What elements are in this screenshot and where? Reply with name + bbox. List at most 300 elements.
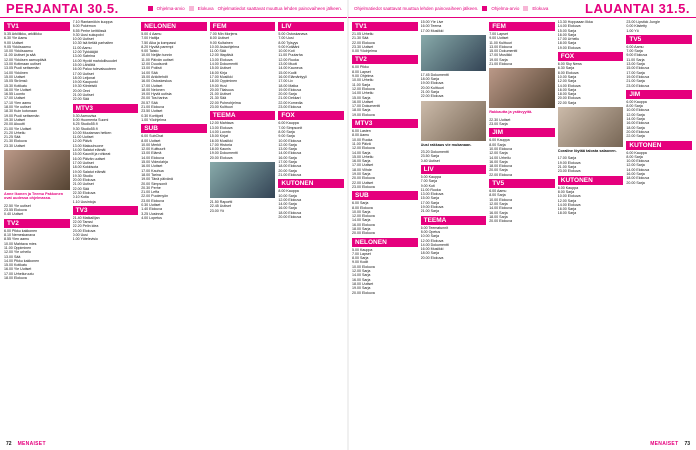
program-entry: 20.00 Elokuva [278, 214, 302, 219]
program-entry: 16.00 Elämäntyyli [278, 74, 307, 79]
program-entry: 10.00 Sarja [557, 74, 577, 79]
program-entry: 17.00 Musiikki [489, 53, 512, 58]
program-entry: 11.00 Sää [209, 49, 226, 54]
program-entry: 10.00 Elokuva [626, 108, 650, 113]
program-list [210, 200, 276, 213]
program-list [73, 20, 139, 80]
program-list [278, 121, 344, 177]
program-entry: 17.00 Musiikki [420, 28, 444, 33]
program-entry: 17.00 Sarja [626, 70, 645, 75]
program-entry: 8.20 Hyvää parempi [141, 44, 174, 49]
program-entry: 23.00 Lipstick Jungle [626, 20, 660, 24]
legend-note: Ohjelmatiedot saattavat muuttua lehden painovaiheen jälkeen. [217, 6, 342, 11]
left-legend [148, 6, 342, 11]
program-entry: 19.00 Sarja [352, 172, 371, 177]
advertisement-image [210, 162, 276, 198]
program-entry: 16.00 Musiikki [209, 138, 233, 143]
program-entry: 16.55 Luonto [4, 92, 25, 97]
program-entry: 17.00 Liv [278, 79, 293, 84]
program-list [489, 189, 555, 223]
program-entry: 16.00 Sarja [489, 210, 508, 215]
program-entry: 19.00 Dokumentti [209, 151, 238, 156]
program-entry: 8.00 Tylsyys [278, 40, 299, 45]
program-entry: 17.00 Uutiset [72, 71, 94, 76]
program-entry: 11.00 Päivä [352, 141, 371, 146]
program-entry: 8.55 Perhe keittiössä [72, 28, 107, 33]
program-entry: 16.00 Paluu tulevaisuuteen [72, 67, 116, 72]
program-entry: 12.00 Mahtava [209, 121, 234, 126]
program-entry: 14.00 Luonto [209, 129, 231, 134]
program-entry: 15.00 Sarja [420, 196, 439, 201]
program-entry: 20.00 Onni [72, 88, 91, 93]
program-entry: 14.00 Urheilu [352, 91, 374, 96]
advertisement-image [421, 35, 487, 71]
program-entry: 9.00 Sarja [278, 134, 295, 139]
program-entry: 16.00 Sarja [557, 32, 577, 37]
program-entry: 19.00 Elokuva [557, 45, 581, 50]
program-entry: 6.00 Kauppa [626, 150, 647, 155]
program-list [558, 62, 624, 105]
program-entry: 16.00 Sarja [278, 155, 297, 160]
program-entry: 15.00 Kauniit ja rohkeat [72, 152, 111, 157]
program-list [489, 32, 555, 66]
program-entry: 13.00 Sää [4, 254, 21, 259]
program-entry: 8.00 Elokuva [352, 205, 373, 210]
program-entry: 7.10 Rantamökin kuoppa [72, 20, 113, 24]
program-entry: 19.00 Elokuva [352, 112, 375, 117]
program-entry: 22.45 Uutiset [209, 204, 231, 209]
program-entry: 22.00 Elokuva [352, 40, 375, 45]
program-entry: 21.00 Elokuva [489, 62, 512, 67]
legend-rating: Ohjelma-arvio [156, 6, 185, 11]
channel-header: KUTONEN [626, 141, 692, 150]
program-entry: 20.00 Sarja [489, 168, 508, 173]
program-entry: 8.55 Ylen aamu [4, 237, 30, 242]
program-entry: 17.00 Sarja [420, 200, 439, 205]
program-entry: 19.30 Uutiset [4, 117, 26, 122]
program-entry: 12.00 Sarja [626, 112, 645, 117]
program-entry: 14.00 Kauneus [278, 66, 303, 71]
program-list [421, 226, 487, 260]
program-entry: 18.00 Elokuva [4, 275, 27, 280]
program-entry: 18.00 Yle uutiset [4, 105, 31, 110]
program-entry: 22.00 Sää [72, 186, 89, 191]
program-entry: 14.00 Sää [141, 70, 158, 75]
program-entry: 23.30 Uutiset [4, 143, 26, 148]
program-entry: 10.30 Isä tietää parhaiten [72, 41, 114, 46]
channel-header: FEM [489, 22, 555, 31]
program-entry: 15.00 Elokuva [626, 66, 650, 71]
program-list [141, 32, 207, 105]
program-list [558, 20, 624, 50]
program-entry: 8.00 Elokuva [557, 70, 579, 75]
program-entry: 13.00 Sabrina [72, 54, 95, 59]
program-entry: 18.00 Sarja [626, 125, 645, 130]
channel-header: TV3 [73, 206, 139, 215]
movie-icon [189, 6, 194, 11]
program-entry: 17.00 Uutiset [72, 160, 94, 165]
right-header [348, 0, 696, 18]
program-photo [558, 107, 624, 147]
program-entry: 8.00 Uutiset [209, 36, 229, 41]
program-entry: 15.00 Sarja [352, 95, 371, 100]
program-entry: 14.00 Sarja [352, 150, 371, 155]
program-list [626, 151, 692, 185]
program-entry: 21.50 Raportti [209, 200, 233, 205]
movie-icon [523, 6, 528, 11]
channel-header: JIM [489, 128, 555, 137]
channel-header: TV1 [4, 22, 70, 31]
program-entry: 18.00 Matka [278, 83, 299, 88]
listing-column [73, 20, 139, 436]
program-entry: 7.50 Aika ja kompassi [141, 40, 176, 45]
program-entry: 19.30 Kiinteistö [72, 84, 98, 89]
program-entry: 1.00 Yötelevisio [72, 237, 98, 242]
program-entry: 18.00 Kaunis [209, 147, 231, 152]
program-entry: 3.25 Uusinnat [141, 211, 164, 216]
program-entry: 16.00 Kirja [209, 70, 227, 75]
program-entry: 23.00 Kulttuuri [209, 105, 233, 110]
program-entry: 18.30 Kuin kotonaan [4, 109, 37, 114]
program-entry: 11.00 Aamu [72, 45, 92, 50]
program-entry: 15.00 Kirjat [209, 134, 228, 139]
channel-header: FEM [210, 22, 276, 31]
program-entry: 14.00 Sarja [352, 273, 371, 278]
program-entry: 6.00 Lasten [352, 129, 371, 134]
program-entry: 21.00 Dekkari [278, 96, 301, 101]
program-entry: 9.00 Uutiset [4, 40, 24, 45]
program-entry: 12.00 Päivä [72, 139, 92, 144]
program-entry: 14.00 Elokuva [626, 167, 650, 172]
legend-rating: Ohjelma-arvio [491, 6, 520, 11]
program-entry: 17.45 Dokumentti [420, 72, 449, 77]
program-list [210, 92, 276, 109]
program-entry: 19.00 Elokuva [557, 160, 581, 165]
program-entry: 15.00 Kodit [278, 70, 297, 75]
program-entry: 16.00 Sarja [557, 207, 577, 212]
program-entry: 5.00 Kauppa [352, 247, 373, 252]
program-entry: 1.00 Yöohjelma [141, 117, 167, 122]
program-entry: 18.00 Sarja [489, 214, 508, 219]
program-entry: 8.00 Sarja [557, 189, 575, 194]
program-list [73, 80, 139, 101]
program-entry: 23.00 Elokuva [626, 83, 650, 88]
program-entry: 21.00 Uutiset [209, 92, 231, 97]
program-entry: 0.00 Yöohjelma [352, 49, 377, 54]
program-entry: 6.00 Sarja [352, 201, 369, 206]
program-entry: 8.00 Sarja [626, 154, 643, 159]
program-list [352, 65, 418, 117]
program-entry: 8.00 Sarja [489, 193, 506, 198]
program-entry: 11.00 Päivän uutiset [141, 57, 174, 62]
program-entry: 11.00 Ruoka [420, 187, 441, 192]
program-entry: 8.00 Pokémon [72, 24, 96, 29]
program-entry: 10.00 Mahtava mies [4, 241, 37, 246]
program-entry: 21.00 Leffa [141, 190, 160, 195]
channel-header: TV5 [626, 35, 692, 44]
program-entry: 5.00 4 Aamu [141, 32, 162, 36]
program-entry: 12.00 Yle urheilu [4, 250, 31, 255]
program-entry: 9.00 Kultainen [209, 40, 233, 45]
right-columns [352, 20, 692, 436]
program-entry: 16.00 Sarja [489, 159, 508, 164]
program-entry: 16.00 Sarja [557, 87, 577, 92]
program-entry: 14.00 Dokumentti [209, 62, 238, 67]
program-entry: 10.00 Elokuva [557, 194, 581, 199]
program-entry: 16.00 Elokuva [626, 121, 650, 126]
program-entry: 12.00 Elokuva [420, 238, 444, 243]
program-entry: 20.00 Akuutti [4, 122, 25, 127]
program-entry: 19.00 Elokuva [626, 74, 650, 79]
program-entry: 12.00 Elokuva [352, 214, 375, 219]
program-entry: 20.00 Tosi tarina [141, 96, 168, 101]
program-entry: 6.00 Pikku [352, 65, 369, 70]
program-entry: 23.50 Uutiset [141, 109, 163, 114]
program-entry: 18.00 Sarja [557, 211, 577, 216]
program-entry: 13.00 Sarja [626, 62, 645, 67]
program-entry: 17.00 Musiikki [209, 74, 233, 79]
channel-header: NELONEN [352, 238, 418, 247]
channel-header: TV5 [489, 179, 555, 188]
program-entry: 0.40 Uutiset [420, 158, 440, 163]
program-entry: 22.00 Uutiset [352, 180, 374, 185]
program-entry: 18.00 Uutiset [352, 281, 374, 286]
program-entry: 19.00 Salatut elämät [72, 169, 106, 174]
program-entry: 6.30 Yle Aamu [4, 36, 28, 41]
program-entry: 12.00 Sarja [352, 269, 371, 274]
program-entry: 11.00 Uutiset ja sää [4, 53, 36, 58]
program-entry: 14.00 Elokuva [557, 202, 581, 207]
program-entry: 23.00 Elokuva [141, 198, 164, 203]
program-entry: 10.00 Elokuva [489, 197, 512, 202]
program-entry: 20.00 Sarja [278, 92, 297, 97]
right-page-number: 73 [684, 441, 690, 447]
channel-header: FOX [558, 52, 624, 61]
left-footer [0, 438, 348, 450]
program-entry: 13.00 Makuuhuone [72, 143, 104, 148]
program-entry: 14.00 Urheilu [489, 155, 511, 160]
program-entry: 20.00 Elokuva [352, 290, 375, 295]
program-entry: 20.00 Tilaisuus [209, 87, 234, 92]
program-entry: 7.00 Simpsonit [278, 125, 303, 130]
program-entry: 6.00 Aamu [626, 44, 644, 49]
program-entry: 23.30 Uutiset [352, 44, 374, 49]
program-entry: 20.00 Elokuva [420, 255, 444, 260]
program-entry: 17.00 Historia [209, 142, 232, 147]
photo-caption: Rakkautta ja ystävyyttä. [489, 110, 533, 115]
program-entry: 22.20 Pelin idea [72, 224, 99, 229]
program-entry: 21.05 Urheilu [352, 32, 374, 36]
program-list [626, 45, 692, 88]
program-entry: 9.00 Koti [420, 183, 435, 188]
program-entry: 17.00 Urheilu [557, 37, 580, 42]
program-entry: 9.00 Kodit [352, 260, 369, 265]
program-entry: 13.00 Sarja [278, 147, 297, 152]
program-entry: 10.00 Merkit [141, 142, 161, 147]
program-entry: 21.00 Elokuva [278, 172, 302, 177]
program-entry: 15.00 Videolahja [141, 160, 168, 165]
program-entry: 23.00 Elokuva [557, 169, 581, 174]
program-entry: 18.00 Elokuva [278, 164, 302, 169]
program-entry: 0.00 Uusi [72, 233, 88, 238]
channel-header: TEEMA [210, 111, 276, 120]
program-entry: 19.00 Puoli seitsemän [4, 113, 40, 118]
program-entry: 14.00 Elokuva [489, 206, 512, 211]
program-entry: 1.40 Elokuva [141, 207, 162, 212]
program-entry: 22.00 Puolenyön [141, 194, 169, 199]
right-magazine-name: MENAISET [650, 441, 679, 447]
program-entry: 7.00 Uusi [278, 36, 294, 41]
program-entry: 6.00 Sky News [557, 62, 582, 67]
program-entry: 22.00 Sää [72, 97, 89, 102]
program-entry: 9.00 Elokuva [626, 53, 648, 58]
program-entry: 20.00 Elokuva [209, 155, 233, 160]
program-entry: 6.00 Kauppa [557, 185, 579, 190]
channel-header: SUB [141, 124, 207, 133]
listing-column [278, 20, 344, 436]
program-entry: 23.00 Elokuva [278, 105, 302, 110]
program-entry: 20.00 Elokuva [557, 96, 581, 101]
program-entry: 21.30 Elokuva [4, 139, 27, 144]
program-entry: 10.00 Asiaohjelma [209, 44, 240, 49]
program-entry: 9.00 Uutiset [489, 36, 509, 41]
program-entry: 18.00 Elokuva [626, 176, 650, 181]
program-entry: 10.00 Sarja [352, 209, 371, 214]
listing-column [626, 20, 692, 436]
program-entry: 13.05 Puoli seitsemän [4, 66, 40, 71]
program-list [352, 201, 418, 235]
program-list [4, 114, 70, 148]
channel-header: SUB [352, 191, 418, 200]
program-entry: 23.00 Elokuva [72, 228, 96, 233]
program-entry: 14.00 Pikku kakkonen [4, 258, 40, 263]
program-entry: 18.00 Nelonen [141, 87, 165, 92]
program-entry: 18.00 Sarja [352, 108, 371, 113]
listing-column [141, 20, 207, 436]
program-entry: 10.00 Elokuva [489, 146, 512, 151]
program-list [421, 73, 487, 99]
program-entry: 11.00 Kulttuuri [489, 40, 513, 45]
program-entry: 21.00 Elokuva [141, 105, 164, 110]
program-entry: 12.00 Sarja [557, 79, 577, 84]
program-entry: 5.30 Aamuvisa [72, 113, 97, 118]
program-entry: 10.00 Ykkösaamu [4, 49, 33, 54]
program-entry: 22.00 Tanssi [72, 220, 93, 225]
program-list [489, 138, 555, 177]
program-list [421, 150, 487, 163]
program-entry: 6.00 Huomenta Suomi [72, 117, 109, 122]
program-entry: 22.00 Sarja [626, 134, 645, 139]
program-entry: 20.30 Perhe [141, 185, 161, 190]
listing-column [210, 20, 276, 436]
program-entry: 9.00 Taisto [141, 49, 159, 54]
program-entry: 14.00 Sarja [278, 202, 297, 207]
program-entry: 17.00 Kauhua [141, 168, 164, 173]
program-entry: 12.00 Elokuva [278, 197, 302, 202]
legend-movie: Elokuva [197, 6, 214, 11]
program-entry: 17.00 Dokumentti [352, 104, 381, 109]
program-entry: 14.00 Sarja [626, 117, 645, 122]
program-entry: 8.00 Kauppa [278, 189, 299, 194]
program-list [626, 100, 692, 139]
program-entry: 14.00 Ykkönen [4, 70, 28, 75]
program-entry: 14.00 Dokumentti [420, 242, 449, 247]
program-entry: 18.00 Viihde [352, 167, 372, 172]
program-list [421, 175, 487, 214]
program-entry: 16.00 Uutiset [141, 164, 163, 169]
channel-header: MTV3 [352, 119, 418, 128]
program-entry: 18.00 Sarja [420, 77, 439, 82]
program-entry: 8.00 Aamu [352, 133, 370, 138]
photo-caption: Coraline löytää talosta salaoven. [557, 149, 617, 154]
program-entry: 21.25 Sää [4, 135, 21, 140]
photo-caption: Anne Ikonen ja Teemu Pakkonen ovat uudessa ohjelmassa. [4, 192, 64, 201]
listing-column [4, 20, 70, 436]
program-photo [421, 101, 487, 141]
program-entry: 15.05 Strömsö [4, 79, 28, 84]
program-entry: 19.00 Tänä päivänä [141, 177, 173, 182]
program-entry: 11.00 Sarja [626, 57, 645, 62]
program-entry: 10.00 Elokuva [278, 138, 302, 143]
program-entry: 11.00 Sarja [352, 82, 371, 87]
program-entry: 12.00 Elokuva [352, 146, 375, 151]
program-entry: 9.30 Uusi sukupolvi [72, 32, 104, 37]
program-entry: 10.00 Ruoka [352, 137, 373, 142]
channel-header: MTV3 [73, 104, 139, 113]
program-list [558, 156, 624, 173]
program-list [73, 114, 139, 196]
program-entry: 12.00 Sarja [626, 163, 645, 168]
program-entry: 0.30 Korttipeli [141, 113, 164, 118]
program-list [278, 189, 344, 219]
program-entry: 21.00 Uutiset [72, 93, 94, 98]
program-entry: 19.00 Elokuva [420, 81, 444, 86]
program-entry: 22.50 Yle uutiset [4, 203, 31, 208]
program-entry: 9.00 Kotiääni [278, 44, 300, 49]
program-photo [489, 68, 555, 108]
program-entry: 5.35 Arkiliikku, arkiliikku [4, 32, 42, 36]
program-entry: 21.20 Urheilu [4, 130, 26, 135]
program-entry: 12.00 Ruoka [278, 57, 299, 62]
program-entry: 23.00 Yö [209, 208, 225, 213]
program-entry: 14.00 Hyvät mahdollisuudet [72, 58, 117, 63]
program-entry: 19.00 Elokuva [420, 205, 444, 210]
program-list [352, 248, 418, 295]
program-entry: 1.00 Yö [626, 28, 639, 33]
program-entry: 21.40 Matkailijan [72, 215, 100, 220]
program-entry: 18.00 Sarja [557, 41, 577, 46]
program-entry: 22.30 Uutiset [489, 117, 511, 122]
program-entry: 20.57 Sää [141, 100, 158, 105]
program-entry: 7.00 Lapset [489, 32, 508, 36]
program-entry: 13.00 Elämä [141, 151, 162, 156]
program-entry: 6.00 SubChat [141, 134, 164, 139]
right-day-title: LAUANTAI 31.5. [585, 1, 690, 16]
program-entry: 10.00 Uutiset [72, 37, 94, 42]
program-entry: 17.10 Ylen aamu [4, 100, 32, 105]
program-entry: 17.00 Sarja [278, 160, 297, 165]
program-list [141, 134, 207, 203]
listing-column [352, 20, 418, 436]
program-entry: 10.00 Muutaman hetken [72, 130, 112, 135]
program-entry: 14.00 Elokuva [278, 151, 302, 156]
program-entry: 8.00 Sarja [352, 256, 369, 261]
program-entry: 14.00 Salatut elämät [72, 148, 106, 153]
program-entry: 11.00 Oppiminen [4, 245, 32, 250]
program-entry: 17.00 Urheiluruutu [4, 271, 34, 276]
program-entry: 23.00 Sarja [489, 122, 508, 127]
program-entry: 8.00 Sarja [278, 129, 295, 134]
